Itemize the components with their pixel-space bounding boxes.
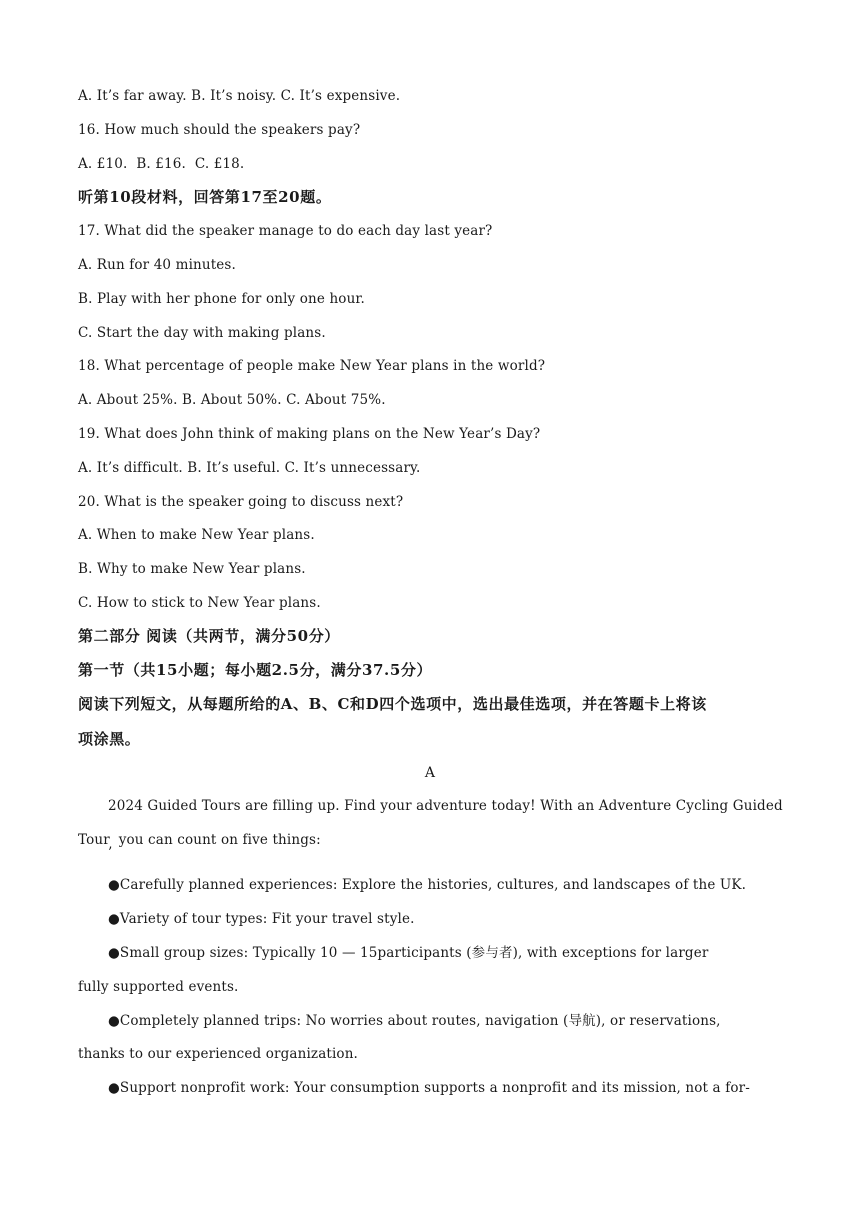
- section10-heading: 听第10段材料，回答第17至20题。: [78, 188, 332, 206]
- bullet-planned-trips-line1: ●Completely planned trips: No worries about routes, navigation (导航), or reservations,: [108, 1013, 721, 1029]
- stray-mark: ’: [108, 845, 113, 861]
- q20-option-c: C. How to stick to New Year plans.: [78, 595, 321, 611]
- bullet-tour-types: ●Variety of tour types: Fit your travel style.: [108, 911, 415, 927]
- instructions-line1: 阅读下列短文，从每题所给的A、B、C和D四个选项中，选出最佳选项，并在答题卡上将该: [78, 695, 707, 713]
- bullet-group-sizes-line2: fully supported events.: [78, 979, 239, 995]
- q17-option-a: A. Run for 40 minutes.: [78, 257, 236, 273]
- q18-options: A. About 25%. B. About 50%. C. About 75%.: [78, 392, 386, 408]
- paragraph1-line1: 2024 Guided Tours are filling up. Find your adventure today! With an Adventure Cycling Guided: [108, 798, 783, 814]
- q20-option-b: B. Why to make New Year plans.: [78, 561, 306, 577]
- bullet-group-sizes-line1: ●Small group sizes: Typically 10 — 15participants (参与者), with exceptions for larger: [108, 945, 709, 961]
- q16-options: A. £10. B. £16. C. £18.: [78, 156, 245, 172]
- q17-option-c: C. Start the day with making plans.: [78, 325, 326, 341]
- q20-question: 20. What is the speaker going to discuss next?: [78, 494, 404, 510]
- passage-label: A: [424, 765, 436, 781]
- paragraph1-line2: Tour you can count on five things:: [78, 832, 321, 848]
- q16-question: 16. How much should the speakers pay?: [78, 122, 361, 138]
- q15-options: A. It’s far away. B. It’s noisy. C. It’s expensive.: [78, 88, 401, 104]
- section1-heading: 第一节（共15小题；每小题2.5分，满分37.5分）: [78, 661, 433, 679]
- q19-question: 19. What does John think of making plans on the New Year’s Day?: [78, 426, 541, 442]
- bullet-nonprofit-line1: ●Support nonprofit work: Your consumption supports a nonprofit and its mission, not a for-: [108, 1080, 750, 1096]
- q17-option-b: B. Play with her phone for only one hour.: [78, 291, 365, 307]
- bullet-planned-trips-line2: thanks to our experienced organization.: [78, 1046, 358, 1062]
- bullet-planned-experiences: ●Carefully planned experiences: Explore the histories, cultures, and landscapes of the UK.: [108, 877, 747, 893]
- q20-option-a: A. When to make New Year plans.: [78, 527, 315, 543]
- instructions-line2: 项涂黑。: [78, 730, 141, 748]
- q18-question: 18. What percentage of people make New Year plans in the world?: [78, 358, 546, 374]
- q19-options: A. It’s difficult. B. It’s useful. C. It’s unnecessary.: [78, 460, 421, 476]
- part2-heading: 第二部分 阅读（共两节，满分50分）: [78, 627, 340, 645]
- q17-question: 17. What did the speaker manage to do each day last year?: [78, 223, 493, 239]
